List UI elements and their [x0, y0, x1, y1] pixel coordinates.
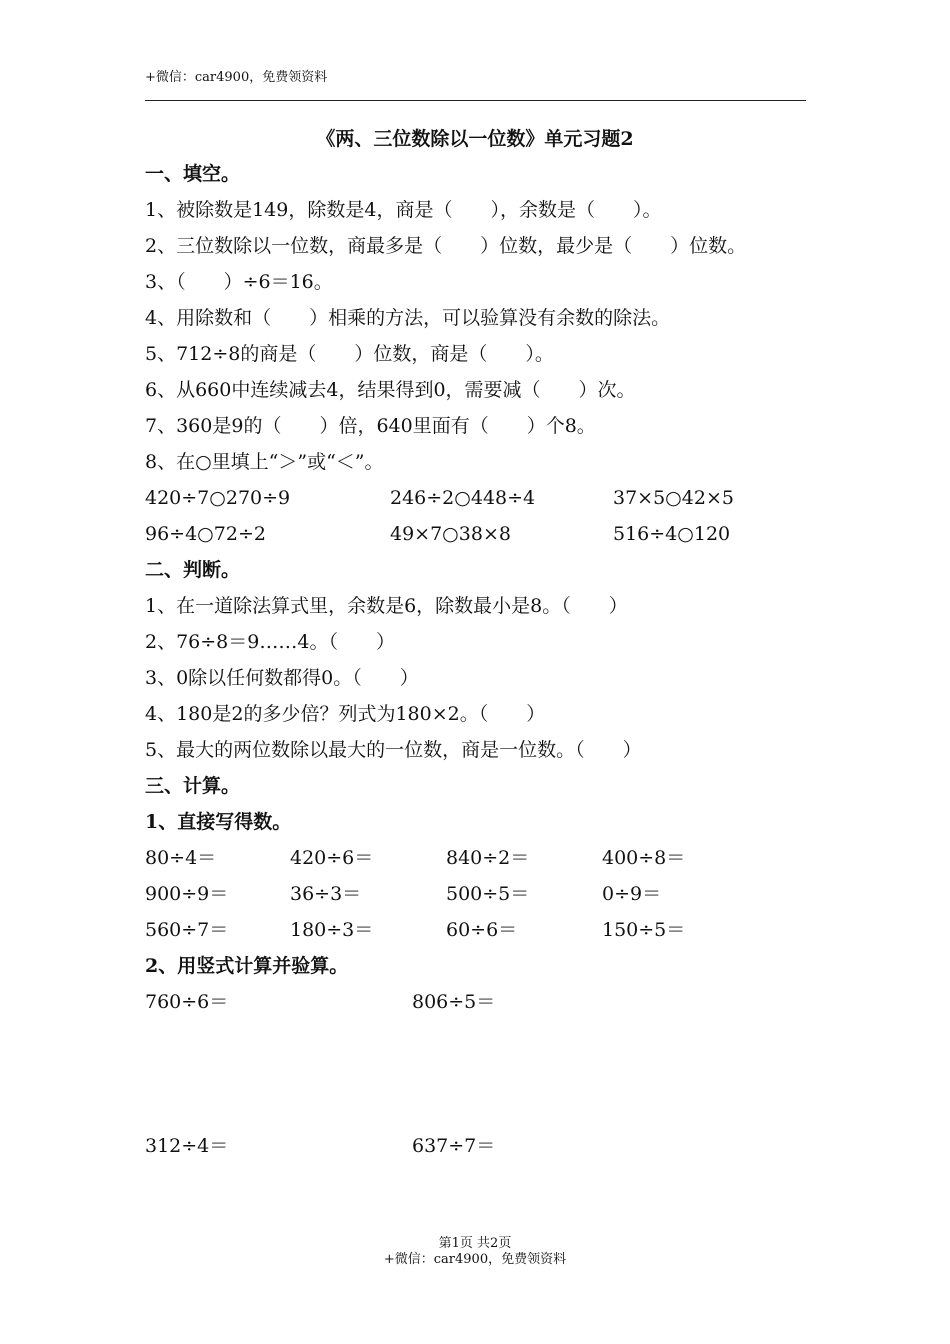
header-text: +微信：car4900，免费领资料 — [145, 70, 328, 85]
compare-expression: 49×7○38×8 — [390, 523, 511, 545]
vertical-expression: 760÷6＝ — [145, 991, 229, 1013]
oral-expression: 420÷6＝ — [290, 847, 374, 869]
judge-item-2: 2、76÷8＝9……4。（ ） — [145, 631, 395, 653]
oral-expression: 80÷4＝ — [145, 847, 217, 869]
section-2-heading: 二、判断。 — [145, 559, 241, 581]
oral-expression: 500÷5＝ — [446, 883, 530, 905]
judge-item-1: 1、在一道除法算式里，余数是6，除数最小是8。（ ） — [145, 595, 628, 617]
oral-expression: 60÷6＝ — [446, 919, 518, 941]
judge-item-5: 5、最大的两位数除以最大的一位数，商是一位数。（ ） — [145, 739, 642, 761]
compare-expression: 246÷2○448÷4 — [390, 487, 536, 509]
compare-expression: 37×5○42×5 — [613, 487, 734, 509]
fill-item-7: 7、360是9的（ ）倍，640里面有（ ）个8。 — [145, 415, 596, 437]
fill-item-4: 4、用除数和（ ）相乘的方法，可以验算没有余数的除法。 — [145, 307, 671, 329]
oral-expression: 560÷7＝ — [145, 919, 229, 941]
judge-item-4: 4、180是2的多少倍？列式为180×2。（ ） — [145, 703, 546, 725]
oral-expression: 0÷9＝ — [602, 883, 662, 905]
page-title: 《两、三位数除以一位数》单元习题2 — [316, 128, 634, 150]
vertical-expression: 806÷5＝ — [412, 991, 496, 1013]
footer-page-number: 第1页 共2页 — [438, 1236, 512, 1251]
footer-text: +微信：car4900，免费领资料 — [383, 1252, 567, 1267]
sub-heading-vertical: 2、用竖式计算并验算。 — [145, 955, 349, 977]
oral-expression: 180÷3＝ — [290, 919, 374, 941]
vertical-expression: 312÷4＝ — [145, 1135, 229, 1157]
fill-item-3: 3、（ ）÷6＝16。 — [145, 271, 333, 293]
section-1-heading: 一、填空。 — [145, 163, 241, 185]
compare-expression: 96÷4○72÷2 — [145, 523, 266, 545]
fill-item-1: 1、被除数是149，除数是4，商是（ ），余数是（ ）。 — [145, 199, 662, 221]
section-3-heading: 三、计算。 — [145, 775, 241, 797]
oral-expression: 400÷8＝ — [602, 847, 686, 869]
oral-expression: 150÷5＝ — [602, 919, 686, 941]
vertical-expression: 637÷7＝ — [412, 1135, 496, 1157]
oral-expression: 900÷9＝ — [145, 883, 229, 905]
oral-expression: 36÷3＝ — [290, 883, 362, 905]
judge-item-3: 3、0除以任何数都得0。（ ） — [145, 667, 419, 689]
oral-expression: 840÷2＝ — [446, 847, 530, 869]
header-rule — [145, 100, 806, 101]
compare-expression: 420÷7○270÷9 — [145, 487, 291, 509]
fill-item-5: 5、712÷8的商是（ ）位数，商是（ ）。 — [145, 343, 554, 365]
fill-item-2: 2、三位数除以一位数，商最多是（ ）位数，最少是（ ）位数。 — [145, 235, 747, 257]
sub-heading-oral: 1、直接写得数。 — [145, 811, 292, 833]
fill-item-8: 8、在○里填上“＞”或“＜”。 — [145, 451, 384, 473]
fill-item-6: 6、从660中连续减去4，结果得到0，需要减（ ）次。 — [145, 379, 636, 401]
compare-expression: 516÷4○120 — [613, 523, 731, 545]
